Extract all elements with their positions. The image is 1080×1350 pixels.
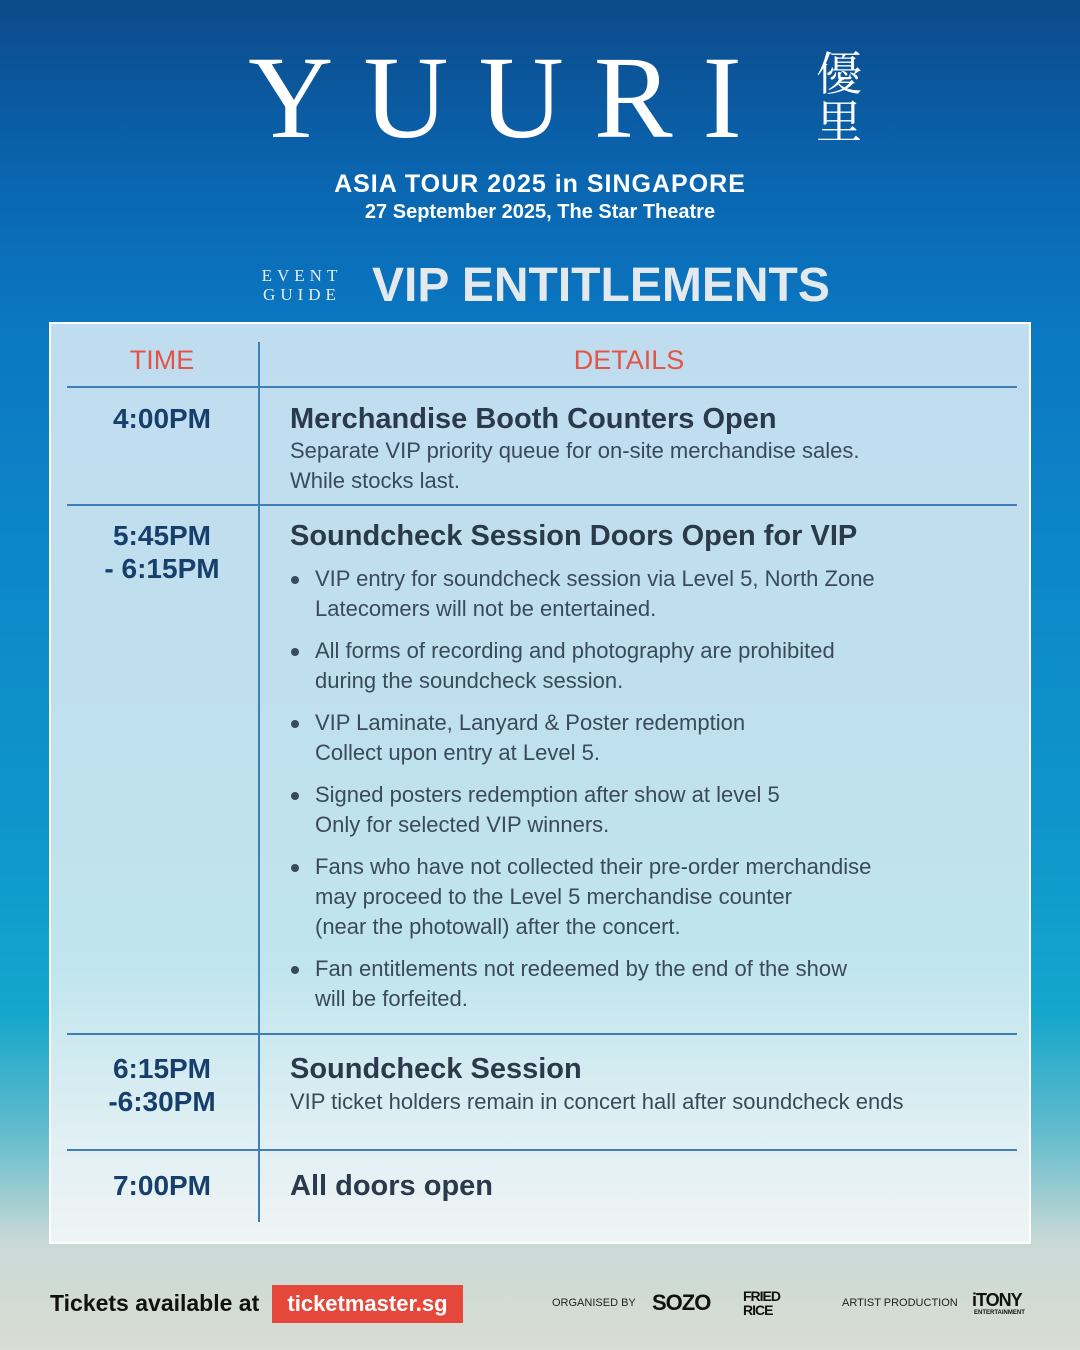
row-time — [67, 1052, 257, 1118]
fried-rice-logo-line: FRIED — [743, 1288, 780, 1304]
row-title: Soundcheck Session — [290, 1053, 582, 1085]
time-line: 4:00PM — [112, 403, 212, 434]
guide-label-line-1: EVENT — [261, 266, 343, 285]
bullet-line: VIP Laminate, Lanyard & Poster redemption — [315, 710, 746, 735]
event-guide-label — [254, 266, 350, 304]
bullet-icon — [291, 966, 299, 974]
bullet-line: Signed posters redemption after show at level 5 — [315, 782, 780, 807]
itony-logo-subtitle: ENTERTAINMENT — [974, 1310, 1025, 1316]
bullet-line: Latecomers will not be entertained. — [315, 596, 657, 621]
row-rule — [67, 1149, 1017, 1151]
row-rule — [67, 1033, 1017, 1035]
time-line: -6:30PM — [108, 1086, 216, 1117]
row-time — [67, 402, 257, 435]
row-title: Merchandise Booth Counters Open — [290, 403, 777, 435]
time-line: 6:15PM — [112, 1053, 212, 1084]
time-line: - 6:15PM — [104, 553, 220, 584]
time-line: 5:45PM — [112, 520, 212, 551]
ticketmaster-link[interactable]: ticketmaster.sg — [272, 1285, 463, 1323]
bullet-icon — [291, 864, 299, 872]
row-description — [290, 1087, 990, 1117]
bullet-line: Fans who have not collected their pre-order merchandise — [315, 854, 872, 879]
row-time — [67, 1169, 257, 1202]
column-header-time: TIME — [129, 345, 195, 375]
row-time — [67, 519, 257, 585]
bullet-line: during the soundcheck session. — [315, 668, 624, 693]
column-header-details: DETAILS — [573, 345, 685, 375]
guide-label-line-2: GUIDE — [263, 285, 341, 304]
artist-production-label: ARTIST PRODUCTION — [842, 1297, 958, 1309]
artist-kanji — [812, 47, 866, 149]
sozo-logo: SOZO — [652, 1290, 711, 1315]
schedule-table — [49, 322, 1031, 1244]
time-line: 7:00PM — [112, 1170, 212, 1201]
date-venue: 27 September 2025, The Star Theatre — [364, 201, 716, 223]
list-item — [290, 852, 970, 942]
bullet-icon — [291, 720, 299, 728]
description-line: VIP ticket holders remain in concert hall after soundcheck ends — [290, 1089, 904, 1114]
list-item — [290, 954, 970, 1014]
bullet-line: All forms of recording and photography are prohibited — [315, 638, 835, 663]
list-item — [290, 780, 970, 840]
list-item — [290, 564, 970, 624]
itony-logo: iTONY — [972, 1290, 1022, 1310]
tour-title: ASIA TOUR 2025 in SINGAPORE — [334, 170, 746, 198]
tickets-label: Tickets available at — [50, 1290, 260, 1316]
bullet-icon — [291, 648, 299, 656]
bullet-line: may proceed to the Level 5 merchandise counter — [315, 884, 792, 909]
artist-name: YUURI — [248, 32, 772, 163]
bullet-line: (near the photowall) after the concert. — [315, 914, 681, 939]
row-description — [290, 436, 990, 496]
row-title: Soundcheck Session Doors Open for VIP — [290, 520, 858, 552]
list-item — [290, 636, 970, 696]
poster-header — [0, 0, 1080, 320]
kanji-char-1: 優 — [816, 47, 862, 101]
bullet-line: Collect upon entry at Level 5. — [315, 740, 600, 765]
row-title: All doors open — [290, 1170, 493, 1202]
description-line: Separate VIP priority queue for on-site merchandise sales. — [290, 438, 860, 463]
organised-by-label: ORGANISED BY — [552, 1297, 636, 1309]
bullet-icon — [291, 792, 299, 800]
bullet-line: VIP entry for soundcheck session via Level 5, North Zone — [315, 566, 875, 591]
bullet-line: Fan entitlements not redeemed by the end of the show — [315, 956, 847, 981]
fried-rice-logo-line: RICE — [743, 1302, 773, 1318]
column-divider — [258, 342, 260, 1222]
section-title: VIP ENTITLEMENTS — [372, 259, 830, 312]
kanji-char-2: 里 — [816, 95, 862, 149]
bullet-line: Only for selected VIP winners. — [315, 812, 610, 837]
list-item — [290, 708, 970, 768]
fried-rice-logo — [743, 1289, 791, 1317]
description-line: While stocks last. — [290, 468, 460, 493]
bullet-line: will be forfeited. — [315, 986, 468, 1011]
bullet-list — [290, 564, 970, 1026]
bullet-icon — [291, 576, 299, 584]
row-rule — [67, 504, 1017, 506]
header-rule — [67, 386, 1017, 388]
